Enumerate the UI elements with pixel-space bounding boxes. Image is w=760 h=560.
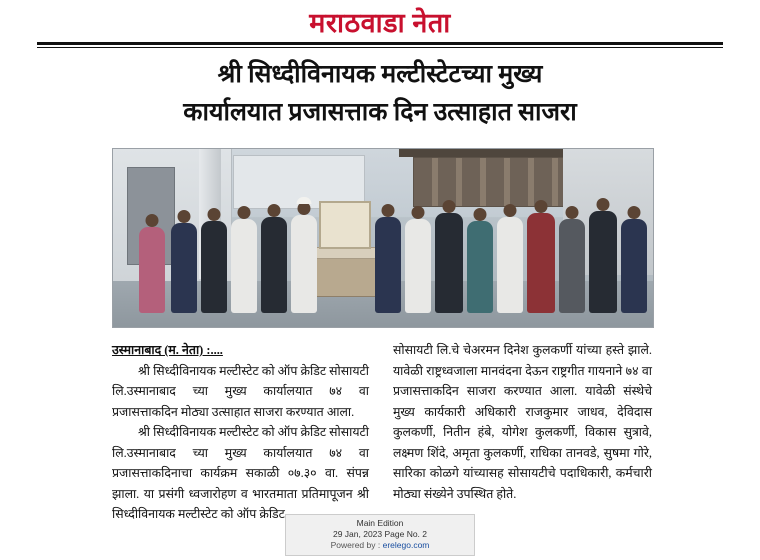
photo-person xyxy=(139,227,165,313)
photo-person xyxy=(201,221,227,313)
photo-person xyxy=(527,213,555,313)
headline-line-1: श्री सिध्दीविनायक मल्टीस्टेटच्या मुख्य xyxy=(217,61,543,88)
footer-edition: Main Edition xyxy=(356,518,404,528)
photo-portrait-frame xyxy=(319,201,371,249)
photo-person xyxy=(621,219,647,313)
masthead-title: मराठवाडा नेता xyxy=(309,8,451,38)
photo-person xyxy=(467,221,493,313)
masthead-rule xyxy=(37,42,723,45)
article-headline xyxy=(60,56,700,132)
photo-person xyxy=(405,219,431,313)
photo-person xyxy=(261,217,287,313)
article-paragraph: श्री सिध्दीविनायक मल्टीस्टेट को ऑप क्रेडिट सोसायटी लि.उस्मानाबाद च्या मुख्य कार्यालयात ७४ वा प्रजासत्ताकदिन मोठ्या उत्साहात साजरा करण्यात आला. xyxy=(112,363,369,419)
photo-person xyxy=(589,211,617,313)
photo-scene xyxy=(113,149,653,327)
article-body-left-column xyxy=(112,340,369,525)
footer-date-page: 29 Jan, 2023 Page No. 2 xyxy=(332,529,428,539)
footer-powered-by-label: Powered by : xyxy=(330,540,381,550)
footer-info-box xyxy=(285,514,475,556)
photo-person xyxy=(231,219,257,313)
article-body-right-column xyxy=(393,340,652,504)
photo-person xyxy=(435,213,463,313)
headline-line-2: कार्यालयात प्रजासत्ताक दिन उत्साहात साजरा xyxy=(183,99,577,126)
footer-powered-by xyxy=(290,540,470,551)
masthead-rule-thin xyxy=(37,47,723,48)
article-paragraph: सोसायटी लि.चे चेअरमन दिनेश कुलकर्णी यांच्या हस्ते झाले. यावेळी राष्ट्रध्वजाला मानवंदना देऊन राष्ट्रगीत गायनाने ७४ वा प्रजासत्ताकदिन साजरा करण्यात आला. यावेळी संस्थेचे मुख्य कार्यकारी अधिकारी राजकुमार जाधव, देविदास कुलकर्णी, नितीन हंबे, योगेश कुलकर्णी, विकास सुत्रावे, लक्ष्मण शिंदे, अमृता कुलकर्णी, राधिका तानवडे, सुषमा गोरे, सारिका कोळगे यांच्यासह सोसायटीचे पदाधिकारी, कर्मचारी मोठ्या संख्येने उपस्थित होते. xyxy=(393,343,652,501)
photo-person xyxy=(171,223,197,313)
article-paragraph xyxy=(112,340,369,361)
photo-person xyxy=(291,215,317,313)
photo-roof xyxy=(399,149,579,157)
article-paragraph: श्री सिध्दीविनायक मल्टीस्टेट को ऑप क्रेडिट सोसायटी लि.उस्मानाबाद च्या मुख्य कार्यालयात ७४ वा प्रजासत्ताकदिनाचा कार्यक्रम सकाळी ०७.३० वा. संपन्न झाला. या प्रसंगी ध्वजारोहण व भारतमाता प्रतिमापूजन श्री सिध्दीविनायक मल्टीस्टेट को ऑप क्रेडिट xyxy=(112,425,369,521)
photo-person xyxy=(497,217,523,313)
photo-person xyxy=(559,219,585,313)
article-photo xyxy=(112,148,654,328)
footer-powered-by-link[interactable]: erelego.com xyxy=(382,540,430,550)
photo-person xyxy=(375,217,401,313)
article-dateline: उस्मानाबाद (म. नेता) :.... xyxy=(112,343,223,357)
photo-podium xyxy=(309,255,381,297)
masthead xyxy=(0,8,760,48)
